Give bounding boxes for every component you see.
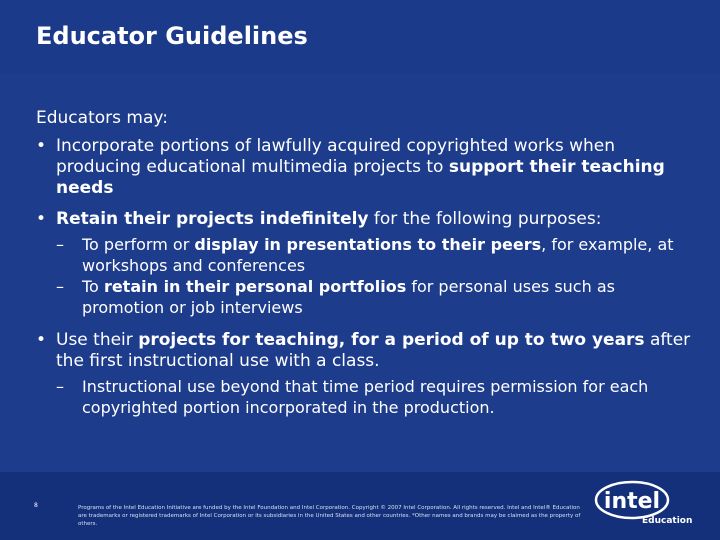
sub-bullet-dash: –: [56, 377, 64, 396]
text-run: Incorporate portions of lawfully acquired copyrighted works when producing educational multimedia projects to: [56, 136, 615, 177]
logo-education-label: Education: [642, 516, 693, 526]
text-run: Instructional use beyond that time period requires permission for each copyrighted portion incorporated in the production.: [82, 377, 649, 417]
sub-bullet-3-1: [36, 376, 696, 418]
page-number: 8: [34, 502, 38, 509]
bullet-dot: •: [36, 136, 47, 156]
text-run: for personal uses such as promotion or job interviews: [82, 277, 615, 317]
text-run: , for example, at workshops and conferences: [82, 235, 674, 275]
sub-bullet-2-2: [36, 276, 696, 318]
bullet-3-subitems: [36, 376, 696, 418]
text-run-bold: support their teaching needs: [56, 157, 665, 198]
sub-bullet-dash: –: [56, 235, 64, 254]
bullet-3-text: [56, 330, 690, 371]
text-run-bold: Retain their projects indefinitely: [56, 209, 369, 229]
bullet-2-text: [56, 209, 601, 229]
bullet-1: [36, 136, 696, 199]
sub-bullet-2-1: [36, 234, 696, 276]
sub-bullet-dash: –: [56, 277, 64, 296]
text-run-bold: projects for teaching, for a period of up to two years: [138, 330, 645, 350]
bullet-dot: •: [36, 330, 47, 350]
bullet-2-subitems: [36, 234, 696, 318]
slide-content: [36, 108, 696, 430]
bullet-2: [36, 209, 696, 230]
legal-text: Programs of the Intel Education Initiative are funded by the Intel Foundation and Intel Corporation. Copyright © 2007 Intel Corporation. All rights reserved. Intel and Intel® Education are trademarks or registered trademarks of Intel Corporation or its subsidiaries in the United States and other countries. *Other names and brands may be claimed as the property of others.: [78, 505, 581, 527]
text-run-bold: display in presentations to their peers: [194, 235, 542, 254]
text-run: for the following purposes:: [368, 209, 602, 229]
text-run-bold: retain in their personal portfolios: [103, 277, 407, 296]
text-run: Use their: [56, 330, 139, 350]
text-run: To: [82, 277, 104, 296]
bullet-1-text: [56, 136, 665, 198]
text-run: after the first instructional use with a class.: [56, 330, 691, 371]
bullet-3: [36, 330, 696, 372]
logo-wordmark: intel: [603, 489, 661, 514]
intro-text: Educators may:: [36, 108, 168, 128]
slide-title: Educator Guidelines: [36, 22, 308, 50]
text-run: To perform or: [82, 235, 195, 254]
bullet-dot: •: [36, 209, 47, 229]
